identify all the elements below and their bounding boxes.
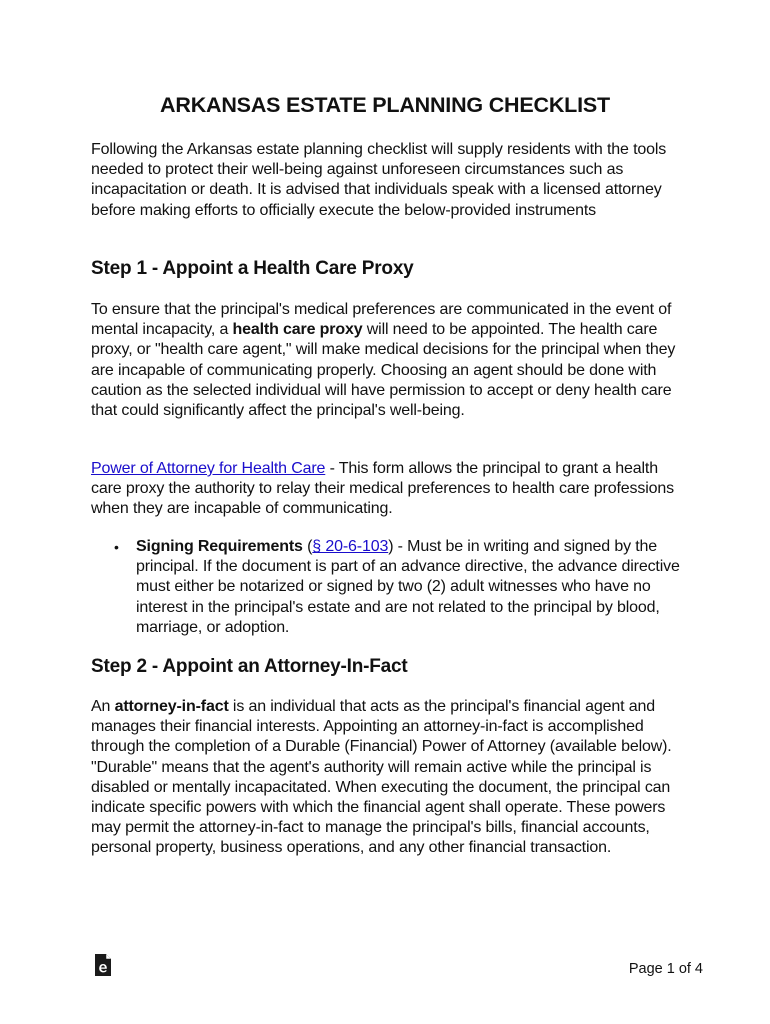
health-care-form-paragraph bbox=[91, 459, 691, 520]
step1-heading: Step 1 - Appoint a Health Care Proxy bbox=[91, 258, 414, 279]
step1-text-end: will need to be appointed. The health care proxy, or "health care agent," will make medical decisions for the principal when they are incapable of communicating properly. Choosing an agent should be done with caution as the selected individual will have permission to accept or deny health care that could significantly affect the principal's well-being. bbox=[91, 321, 676, 420]
step2-text-end: is an individual that acts as the principal's financial agent and manages their financial interests. Appointing an attorney-in-fact is accomplished through the completion of a Durable (Financial) Power of Attorney (available below). "Durable" means that the agent's authority will remain active while the principal is disabled or mentally incapacitated. When executing the document, the principal can indicate specific powers with which the financial agent shall operate. These powers may permit the attorney-in-fact to manage the principal's bills, financial accounts, personal property, business operations, and any other financial transaction. bbox=[91, 698, 672, 857]
document-title: ARKANSAS ESTATE PLANNING CHECKLIST bbox=[160, 93, 610, 117]
health-care-form-description: - This form allows the principal to grant a health care proxy the authority to relay their medical preferences to health care professions when they are incapable of communicating. bbox=[91, 460, 674, 518]
page-number: Page 1 of 4 bbox=[628, 961, 703, 977]
signing-requirements-list bbox=[110, 537, 690, 638]
signing-requirements-text: ) - Must be in writing and signed by the principal. If the document is part of an advance directive, the advance directive must either be notarized or signed by two (2) adult witnesses who have no interest in the principal's estate and are not related to the principal by blood, marriage, or adoption. bbox=[136, 538, 680, 636]
open-paren: ( bbox=[302, 538, 313, 555]
step2-text-start: An bbox=[91, 698, 115, 715]
step2-paragraph bbox=[91, 697, 691, 859]
step1-text-start: To ensure that the principal's medical preferences are communicated in the event of mental incapacity, a bbox=[91, 301, 672, 339]
step1-paragraph bbox=[91, 300, 691, 421]
attorney-in-fact-term: attorney-in-fact bbox=[114, 698, 229, 715]
eforms-logo-icon bbox=[94, 953, 112, 977]
list-item bbox=[110, 537, 690, 638]
statute-link[interactable]: § 20-6-103 bbox=[312, 538, 389, 555]
step2-heading: Step 2 - Appoint an Attorney-In-Fact bbox=[91, 656, 408, 677]
intro-paragraph: Following the Arkansas estate planning checklist will supply residents with the tools needed to protect their well-being against unforeseen circumstances such as incapacitation or death. It is advised that individuals speak with a licensed attorney before making efforts to officially execute the below-provided instruments bbox=[91, 141, 667, 219]
bullet-icon: • bbox=[114, 539, 119, 555]
power-of-attorney-health-care-link[interactable]: Power of Attorney for Health Care bbox=[91, 460, 326, 477]
signing-requirements-label: Signing Requirements bbox=[136, 538, 303, 555]
health-care-proxy-term: health care proxy bbox=[232, 321, 363, 339]
